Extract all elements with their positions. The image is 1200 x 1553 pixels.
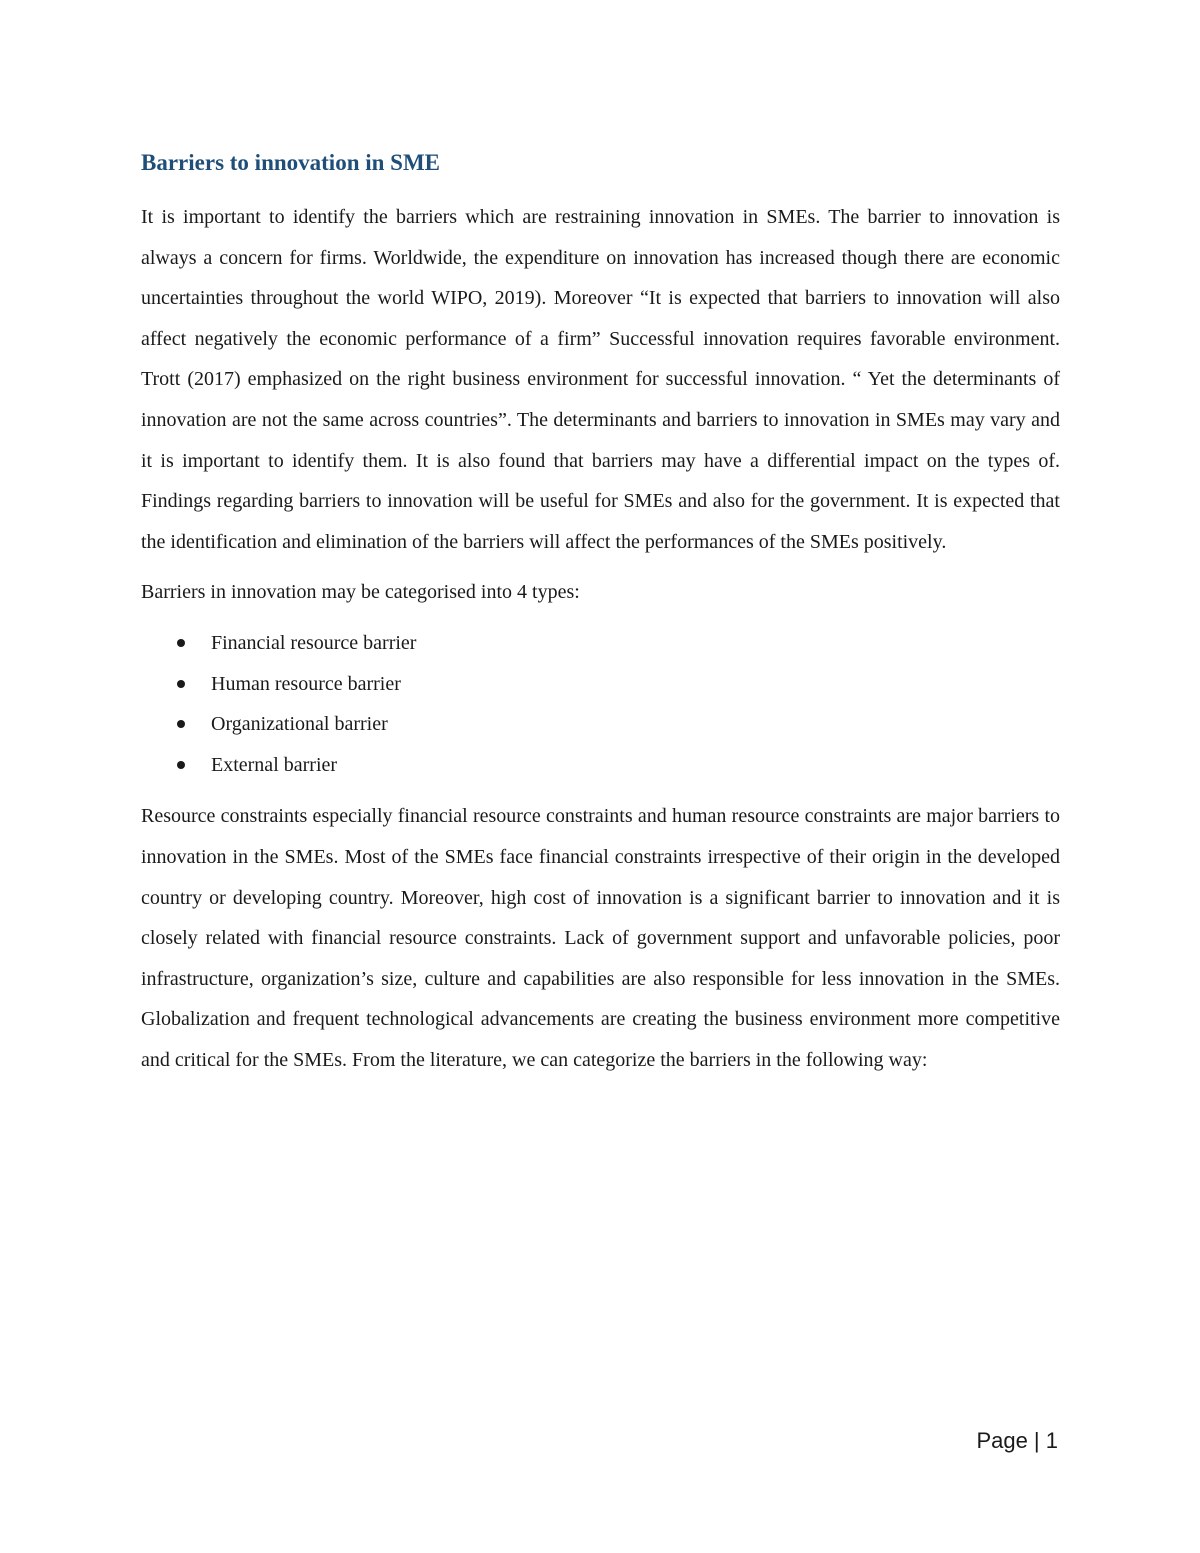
page-content	[141, 146, 1060, 1080]
body-paragraph: Resource constraints especially financial resource constraints and human resource constraints are major barriers to innovation in the SMEs. Most of the SMEs face financial constraints irrespective of their origin in the developed country or developing country. Moreover, high cost of innovation is a significant barrier to innovation and it is closely related with financial resource constraints. Lack of government support and unfavorable policies, poor infrastructure, organization’s size, culture and capabilities are also responsible for less innovation in the SMEs. Globalization and frequent technological advancements are creating the business environment more competitive and critical for the SMEs. From the literature, we can categorize the barriers in the following way:	[141, 805, 1060, 1071]
list-item	[141, 745, 1060, 786]
list-item	[141, 664, 1060, 705]
list-item-label: Organizational barrier	[211, 713, 388, 736]
section-heading: Barriers to innovation in SME	[141, 150, 441, 175]
list-item-label: Human resource barrier	[211, 672, 401, 695]
list-item	[141, 623, 1060, 664]
list-item	[141, 704, 1060, 745]
bullet-icon	[177, 720, 185, 728]
bullet-icon	[177, 761, 185, 769]
list-intro-text: Barriers in innovation may be categorised into 4 types:	[141, 581, 580, 604]
intro-paragraph: It is important to identify the barriers which are restraining innovation in SMEs. The barrier to innovation is always a concern for firms. Worldwide, the expenditure on innovation has increased though there are economic uncertainties throughout the world WIPO, 2019). Moreover “It is expected that barriers to innovation will also affect negatively the economic performance of a firm” Successful innovation requires favorable environment. Trott (2017) emphasized on the right business environment for successful innovation. “ Yet the determinants of innovation are not the same across countries”. The determinants and barriers to innovation in SMEs may vary and it is important to identify them. It is also found that barriers may have a differential impact on the types of. Findings regarding barriers to innovation will be useful for SMEs and also for the government. It is expected that the identification and elimination of the barriers will affect the performances of the SMEs positively.	[141, 206, 1060, 553]
bullet-icon	[177, 680, 185, 688]
list-item-label: External barrier	[211, 753, 338, 776]
bullet-icon	[177, 639, 185, 647]
list-item-label: Financial resource barrier	[211, 631, 417, 654]
page-number: Page | 1	[976, 1428, 1058, 1453]
barrier-types-list	[141, 623, 1060, 785]
